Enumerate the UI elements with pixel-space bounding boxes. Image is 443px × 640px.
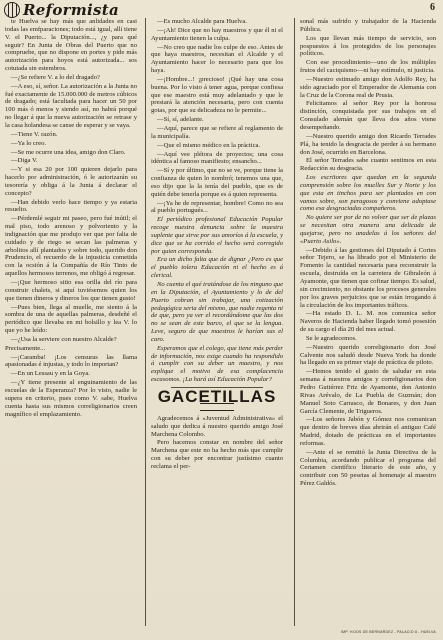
article-paragraph: —¿Usa la serviere con nuestro Alcalde? [11,335,117,343]
article-paragraph: —Se me ocurre una idea, amigo don Claro. [11,148,126,156]
article-paragraph: —Tiene V. razón. [11,130,58,138]
article-paragraph: Era un dicho falta que de dignar ¿Pero es que el pueblo tolera Educación ni el hecho es á clerical. [151,256,283,280]
article-paragraph: —Ha estado D. L. M. nos comunica señor Naveros de Hacienda haber llegado tomó posesión de su cargo el día 20 del mes actual. [300,310,436,334]
masthead-title: Reformista [23,1,120,19]
section-heading: GACETILLAS [157,386,277,406]
article-paragraph: No quiere ser por de no volver que ser de plazas se necesitan otra manera una delicada de quejarse, pero no anadelas á los señores del «Puerto Asilo». [300,214,436,245]
article-paragraph: —Nuestro querido amigo don Ricardo Terrades Plá, ha tenido la desgracia de perder á su hermano don José, ocurrido en Barcelona. [300,132,436,156]
masthead [4,0,154,20]
article-paragraph: —No creo que nadie los culpe de eso. Antes de que haya maestros, necesitan el Alcalde y el Ayuntamiento hacer lo necesario para que los haya. [151,43,283,75]
article-paragraph: —Diga V. [11,157,38,165]
article-paragraph: —Aquí, parece que se refiere al reglamento de la municipalía. [151,124,283,140]
article-paragraph: El señor Terrades sabe cuanto sentimos en esta Redacción su desgracia. [300,157,436,173]
printer-imprint: IMP. HIJOS DE BERNARDEZ - PALACIO 8 - HUELVA [340,630,436,634]
article-paragraph: —Han debido verlo hace tiempo y ya estaria resuelto. [5,198,137,214]
text-column-2 [151,18,283,472]
article-paragraph: Felicitamos al señor Rey por la honrosa distinción, conquistada por sus trabajos en el Consulado alemán que lleva dos años viene desempeñando. [300,100,436,131]
globe-icon [4,2,20,18]
article-paragraph: —Nuestro estimado amigo don Adolfo Rey, ha sido agraciado por el Emperador de Alemania con la Cruz de la Corona real de Prusia. [300,75,436,99]
article-paragraph: —¿Se refiere V. a lo del dragado? [11,73,100,81]
article-paragraph: —Pues bien, llega al muelle, me siento á la sombra de una de aquellas palmeras, desdeñé el periódico que llevaba en mi bolsillo y lea V. lo que yo he leído: [5,303,137,335]
text-column-1 [5,18,137,419]
article-paragraph: No cuenta el qué tratándose de los ninguno que en la Diputación, el Ayuntamiento y lo de del Puerto cobran sin trabajar, una cotización pedagógica seria del mismo, que nadie regenta ni de que, pero ya ver el recordándome que las dos no se sean de este barco, el que se la lengua. Leve, seguro de que maestros le harían sus el caro. [151,281,283,343]
article-paragraph: —Nuestro querido correligionario don José Calvente nos saludó desde Nueva York ha donde ha llegado en su primer viaje de práctica de piloto. [300,343,436,367]
article-paragraph: —Sí, sí, adelante. [157,116,204,124]
article-paragraph: —Que el mismo médico en la práctica. [157,141,261,149]
article-paragraph: —Aquí vee plétora de proyectos; una cosa idéntica al famoso manifiesto; ensancho... [151,150,283,166]
article-paragraph: —A eso, sí, señor. La autorización a la Junta no fué exactamente de 15.000.000 de metros cúbicos de dragado; está facultada para hacer un 50 por 100 más ó menos y siendo así, no habrá porqué no llegar á que la nueva autorización se retrase y la casa holandesa se canse de esperar y se vaya. [5,82,137,129]
article-paragraph: —Ya lo creo. [11,139,47,147]
article-paragraph: Los escritores que quedan en la segunda comprensión sobre los muelles Sur y Norte y los que esta en tinchos para ser plantados en con vamos sobre, son peragosos y conviene adoptase como esa desgraciadas compañeros. [300,174,436,213]
article-paragraph: Agradecemos á «Juventud Administrativa» el saludo que dedica á nuestro querido amigo José Marchena Colombo. [151,414,283,438]
article-paragraph: —¡Ah! Dice que no hay maestros y que él ni el Ayuntamiento tienen la culpa. [151,26,283,42]
article-paragraph: —¡Caramba! ¡Los censuras las llama apasionadas é injustas, y todo lo importan? [5,353,137,369]
article-paragraph: —Ante el se remitió la Junta Directiva de la Columbia, acordando publicar el programa del Certamen científico literario de este año, y contribuir con 50 pesetas al homenaje al maestro Pérez Galdós. [300,448,436,488]
article-paragraph: —En un Lessau y en la Goya. [11,370,90,378]
article-paragraph: —¡Ya he de representar, hombre! Como no sea al pueblo portugués... [151,199,283,215]
article-paragraph: El periódico profesional Educación Popular recoge nuestra denuncia sobre la maestra suplente que sirve por sus amoríos á la escuela, y dice que se ha corrido el hecho será corregido por quien corresponda. [151,216,283,255]
article-paragraph: —¡Que hermoso sitio esa orilla del río para construir chalets, si aquí tuviésemos quien los que tienen dineros y dineros los que tienen gusto! [5,279,137,302]
article-paragraph: Los que llevan más tiempo de servicio, son pospuestos á los protegidos de los personajes políticos. [300,34,436,58]
page-number: 6 [430,2,435,13]
article-paragraph: —¿Y tiene presente al enguinamiento de las escuelas de la Esperanza? Por lo visto, nadie le supera en criterio, pues como V. sabe, Huelva cuenta hasta sus mismos correligionarios creen magnífico el emplazamiento. [5,379,137,418]
article-paragraph: Con ese procedimiento—uno de los múltiples frutos del caciquismo—ni hay estímulo, ni justicia. [300,59,436,75]
article-paragraph: Se le agradecemos. [306,334,357,342]
article-paragraph: —Los señores Jabón y Gómez nos comunican que dentro de breves días abrirán el antiguo Café Madrid, dotado de prácticas en el importantes reformas. [300,416,436,447]
column-divider [145,18,146,626]
article-paragraph: te Huelva se hay más que anlidades en casi todas las emfparaciones; todo está igual, allí tiene V. el Puerto... la Diputación..., ¿y para qué seguir? En Junta de Obras del Puerto que no compruebe, que no dispone en portes y pide más autorización para hoyos está autorizada... sos cotutada sin estembros. [5,18,137,73]
article-paragraph: —Es mucho Alcalde para Huelva. [157,18,247,25]
article-paragraph: —Pérdemlé seguir mi paseo, pero fué inútil; el mal piso, todo arenoso y polvoriento y la indignación que me produjo ver que por falta de cuidado y de riego se secan las palmeras y arbolitos allí plantados y sobre todo, querido don Prudencio, el recuerdo de la injusticia cometida con la ocsión á la Compañía de Río Tinto de aquellos hermosos terrenos, me obligó á regresar. [5,215,137,278]
article-paragraph: Precisamente... [5,344,46,352]
article-paragraph: —Hemos tenido el gusto de saludar en esta semana á nuestros amigos y correligionarios don Pedro Gutiérrez Friz de Ayamonte, don Antonio Rivas Arévalo, de La Puebla de Guzmán; don Manuel Soto Carrasco, de Bonares, y don Juan García Clemente, de Trigueros. [300,368,436,415]
article-paragraph: —Y si esa 20 por 100 quieren dejarlo para hacerlo por administración, ó le autorizarán su tesorería y obliga á la Junta á declarar el concepto? [5,166,137,197]
article-paragraph: Esperamos que el colego, que tiene más perder de información, nos exige cuando ha respondido á cumplir con su deber un maestro, y nos explique el motivo de esa complacencia escasomos. ¡La hará así Educación Popular? [151,344,283,384]
text-column-3 [300,18,436,489]
article-paragraph: —Sí y por último, que no se ve, porque tiene la confianza de quien lo nombró; tenemos una que, eso dijo que la la tenía del pueblo, que es de quién debe tenerla porque es á quien representa. [151,167,283,198]
article-paragraph: sonal más sufrido y trabajador de la Hacienda Pública. [300,18,436,33]
article-paragraph: Pero hacemos constar en nombre del señor Marchena que este no ha hecho más que cumplir con su deber por encontrar justísimo cuanto reclama el per- [151,439,283,470]
article-paragraph: —¡Hombre...! ¡precioso! ¡Qué hay una cosa buena. Por lo visto á tener agua, porque confiesa que ese maestro está muy adelantado y que le prestará la atención necesaria, pero con cuenta gotas, por que su delicadeza no le permite... [151,75,283,115]
article-paragraph: —Debido á las gestiones del Diputado á Cortes señor Tejero, se ha librado por el Ministerio de Fomento la cantidad necesaria para reconstruir la escuela, destruída en la carretera de Gibraleón á Ayamonte, que tienen que cofinar tiempo. Es salud, sin crecimiento, no obstante los procesos generales por los graves perjuicios que se están irrogando á la circulación de los importantes tráficos. [300,246,436,309]
column-divider [294,18,295,626]
